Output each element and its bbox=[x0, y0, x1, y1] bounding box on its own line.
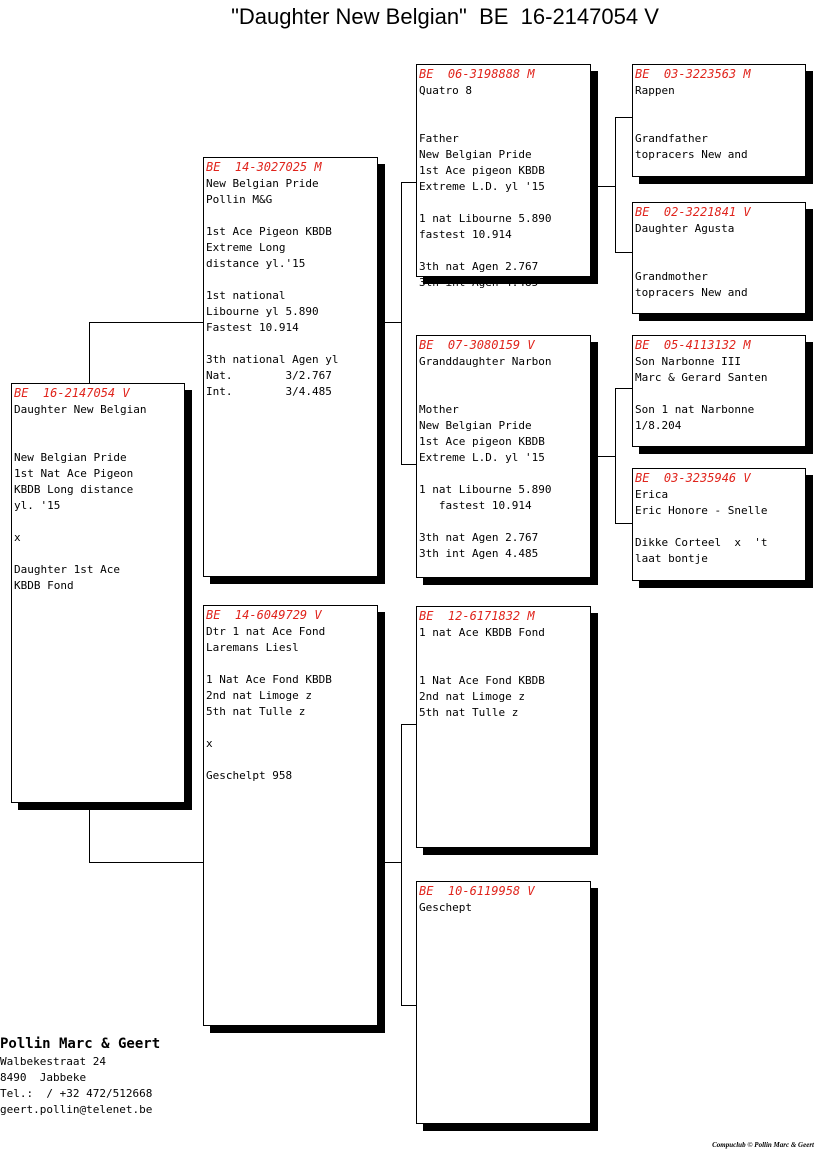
connector-line bbox=[401, 724, 402, 1006]
pigeon-info-line: New Belgian Pride bbox=[14, 451, 127, 464]
pigeon-info-line bbox=[419, 386, 590, 402]
ring-number: BE 14-3027025 M bbox=[206, 160, 322, 174]
pigeon-info-line bbox=[635, 253, 805, 269]
pigeon-info-line: New Belgian Pride bbox=[419, 419, 532, 432]
pigeon-card-dam-dam bbox=[416, 881, 591, 1124]
connector-line bbox=[615, 388, 633, 389]
pigeon-info-line: Daughter 1st Ace bbox=[14, 563, 120, 576]
pigeon-info-line: 1 nat Ace KBDB Fond bbox=[419, 626, 545, 639]
pigeon-info-line: 5th nat Tulle z bbox=[419, 706, 519, 719]
ring-number: BE 14-6049729 V bbox=[206, 608, 322, 622]
pigeon-info-line: 1 nat Libourne 5.890 bbox=[419, 483, 552, 496]
pigeon-info-line: Dtr 1 nat Ace Fond bbox=[206, 625, 326, 638]
pigeon-info-line: Laremans Liesl bbox=[206, 641, 299, 654]
pigeon-card-sire-dam bbox=[416, 335, 591, 578]
pigeon-info-line: 1/8.204 bbox=[635, 419, 682, 432]
pigeon-info-line: Libourne yl 5.890 bbox=[206, 305, 319, 318]
pigeon-info-line bbox=[419, 99, 590, 115]
pigeon-card-sdd bbox=[632, 468, 806, 581]
connector-line bbox=[89, 862, 204, 863]
pigeon-info-line: 3th nat Agen 2.767 bbox=[419, 531, 539, 544]
owner-email: geert.pollin@telenet.be bbox=[0, 1103, 153, 1116]
pigeon-info-line: Extreme Long bbox=[206, 241, 286, 254]
pigeon-info-line bbox=[14, 434, 184, 450]
pigeon-info-line: Geschept bbox=[419, 901, 472, 914]
pigeon-card-sds bbox=[632, 335, 806, 447]
pigeon-info-line: x bbox=[206, 737, 213, 750]
pigeon-info-line: Rappen bbox=[635, 84, 675, 97]
pigeon-info-line: laat bontje bbox=[635, 552, 708, 565]
pigeon-info-line: Extreme L.D. yl '15 bbox=[419, 451, 545, 464]
ring-number: BE 03-3235946 V bbox=[635, 471, 751, 485]
pigeon-info-line bbox=[419, 195, 590, 211]
pigeon-info-line: topracers New and bbox=[635, 148, 748, 161]
pigeon-info-line bbox=[206, 272, 377, 288]
pigeon-info-line: Nat. 3/2.767 bbox=[206, 369, 332, 382]
pigeon-info-line: yl. '15 bbox=[14, 499, 61, 512]
connector-line bbox=[89, 322, 204, 323]
connector-line bbox=[615, 117, 633, 118]
owner-street: Walbekestraat 24 bbox=[0, 1055, 106, 1068]
connector-line bbox=[615, 388, 616, 524]
pigeon-info-line: Int. 3/4.485 bbox=[206, 385, 332, 398]
connector-line bbox=[597, 456, 616, 457]
pigeon-info-line: 1st Ace pigeon KBDB bbox=[419, 164, 545, 177]
pigeon-info-line: Quatro 8 bbox=[419, 84, 472, 97]
pigeon-info-line bbox=[635, 386, 805, 402]
pigeon-info-line: 5th nat Tulle z bbox=[206, 705, 306, 718]
pigeon-info-line: Fastest 10.914 bbox=[206, 321, 299, 334]
ring-number: BE 16-2147054 V bbox=[14, 386, 130, 400]
connector-line bbox=[401, 182, 417, 183]
pigeon-info-line: KBDB Long distance bbox=[14, 483, 134, 496]
pigeon-info-line: 1 nat Libourne 5.890 bbox=[419, 212, 552, 225]
pigeon-info-line: Dikke Corteel x 't bbox=[635, 536, 768, 549]
connector-line bbox=[615, 523, 633, 524]
connector-line bbox=[384, 862, 402, 863]
pigeon-info-line bbox=[14, 514, 184, 530]
pigeon-info-line: 1st Nat Ace Pigeon bbox=[14, 467, 134, 480]
pigeon-info-line: Grandmother bbox=[635, 270, 708, 283]
connector-line bbox=[401, 1005, 417, 1006]
pigeon-info-line: 1st Ace Pigeon KBDB bbox=[206, 225, 332, 238]
pigeon-info-line bbox=[14, 418, 184, 434]
pigeon-info-line: 1 Nat Ace Fond KBDB bbox=[206, 673, 332, 686]
ring-number: BE 12-6171832 M bbox=[419, 609, 535, 623]
pedigree-title: "Daughter New Belgian" BE 16-2147054 V bbox=[231, 4, 659, 29]
pigeon-info-line: 1 Nat Ace Fond KBDB bbox=[419, 674, 545, 687]
pigeon-info-line: x bbox=[14, 531, 21, 544]
pigeon-info-line: KBDB Fond bbox=[14, 579, 74, 592]
pigeon-info-line: 2nd nat Limoge z bbox=[206, 689, 312, 702]
connector-line bbox=[89, 322, 90, 385]
connector-line bbox=[597, 186, 616, 187]
pigeon-info-line bbox=[419, 466, 590, 482]
pigeon-info-line: Father bbox=[419, 132, 459, 145]
pigeon-info-line: 2nd nat Limoge z bbox=[419, 690, 525, 703]
pigeon-info-line bbox=[419, 641, 590, 657]
pigeon-info-line bbox=[635, 519, 805, 535]
pigeon-info-line: Daughter Agusta bbox=[635, 222, 735, 235]
connector-line bbox=[401, 724, 417, 725]
pigeon-info-line bbox=[206, 656, 377, 672]
pigeon-info-line: 3th national Agen yl bbox=[206, 353, 339, 366]
owner-name: Pollin Marc & Geert bbox=[0, 1036, 161, 1052]
pigeon-card-ssd bbox=[632, 202, 806, 314]
pigeon-info-line bbox=[206, 336, 377, 352]
ring-number: BE 05-4113132 M bbox=[635, 338, 751, 352]
pigeon-info-line bbox=[14, 546, 184, 562]
owner-phone: Tel.: / +32 472/512668 bbox=[0, 1087, 153, 1100]
pigeon-info-line bbox=[635, 237, 805, 253]
connector-line bbox=[89, 804, 90, 863]
pigeon-info-line: fastest 10.914 bbox=[419, 499, 532, 512]
pigeon-card-dam-sire bbox=[416, 606, 591, 848]
pigeon-info-line: Eric Honore - Snelle bbox=[635, 504, 768, 517]
pigeon-info-line: New Belgian Pride bbox=[419, 148, 532, 161]
pigeon-info-line bbox=[419, 370, 590, 386]
pigeon-info-line: Son 1 nat Narbonne bbox=[635, 403, 755, 416]
pigeon-info-line bbox=[206, 208, 377, 224]
pigeon-info-line: Grandfather bbox=[635, 132, 708, 145]
pigeon-info-line bbox=[635, 99, 805, 115]
pigeon-info-line: Erica bbox=[635, 488, 669, 501]
ring-number: BE 02-3221841 V bbox=[635, 205, 751, 219]
pigeon-card-sss bbox=[632, 64, 806, 177]
pigeon-info-line: 3th int Agen 4.485 bbox=[419, 547, 539, 560]
pigeon-card-subject bbox=[11, 383, 185, 803]
pigeon-info-line: 3th nat Agen 2.767 bbox=[419, 260, 539, 273]
pigeon-info-line: 1st national bbox=[206, 289, 286, 302]
pigeon-info-line: topracers New and bbox=[635, 286, 748, 299]
pigeon-info-line: Geschelpt 958 bbox=[206, 769, 293, 782]
connector-line bbox=[401, 464, 417, 465]
pigeon-info-line: 1st Ace pigeon KBDB bbox=[419, 435, 545, 448]
pigeon-info-line: Daughter New Belgian bbox=[14, 403, 147, 416]
ring-number: BE 03-3223563 M bbox=[635, 67, 751, 81]
pigeon-info-line bbox=[419, 657, 590, 673]
owner-info bbox=[0, 1034, 160, 1118]
connector-line bbox=[384, 322, 402, 323]
pigeon-card-dam bbox=[203, 605, 378, 1026]
pigeon-info-line: Son Narbonne III bbox=[635, 355, 741, 368]
owner-city: 8490 Jabbeke bbox=[0, 1071, 87, 1084]
pigeon-info-line bbox=[635, 115, 805, 131]
connector-line bbox=[401, 182, 402, 465]
pigeon-info-line bbox=[419, 514, 590, 530]
pigeon-info-line: Marc & Gerard Santen bbox=[635, 371, 768, 384]
ring-number: BE 06-3198888 M bbox=[419, 67, 535, 81]
pigeon-info-line bbox=[206, 720, 377, 736]
pigeon-card-sire bbox=[203, 157, 378, 577]
pigeon-info-line: distance yl.'15 bbox=[206, 257, 306, 270]
pigeon-info-line: fastest 10.914 bbox=[419, 228, 512, 241]
ring-number: BE 10-6119958 V bbox=[419, 884, 535, 898]
pigeon-card-sire-sire bbox=[416, 64, 591, 289]
connector-line bbox=[615, 252, 633, 253]
pigeon-info-line: New Belgian Pride bbox=[206, 177, 319, 190]
pigeon-info-line bbox=[206, 752, 377, 768]
pigeon-info-line: Granddaughter Narbon bbox=[419, 355, 552, 368]
pigeon-info-line: Pollin M&G bbox=[206, 193, 273, 206]
pigeon-info-line: 3th int Agen 4.485 bbox=[419, 276, 539, 289]
pigeon-info-line: Extreme L.D. yl '15 bbox=[419, 180, 545, 193]
ring-number: BE 07-3080159 V bbox=[419, 338, 535, 352]
pigeon-info-line bbox=[419, 115, 590, 131]
footer-credit: Compuclub © Pollin Marc & Geert bbox=[712, 1141, 814, 1149]
connector-line bbox=[615, 117, 616, 253]
pigeon-info-line bbox=[419, 243, 590, 259]
pigeon-info-line: Mother bbox=[419, 403, 459, 416]
